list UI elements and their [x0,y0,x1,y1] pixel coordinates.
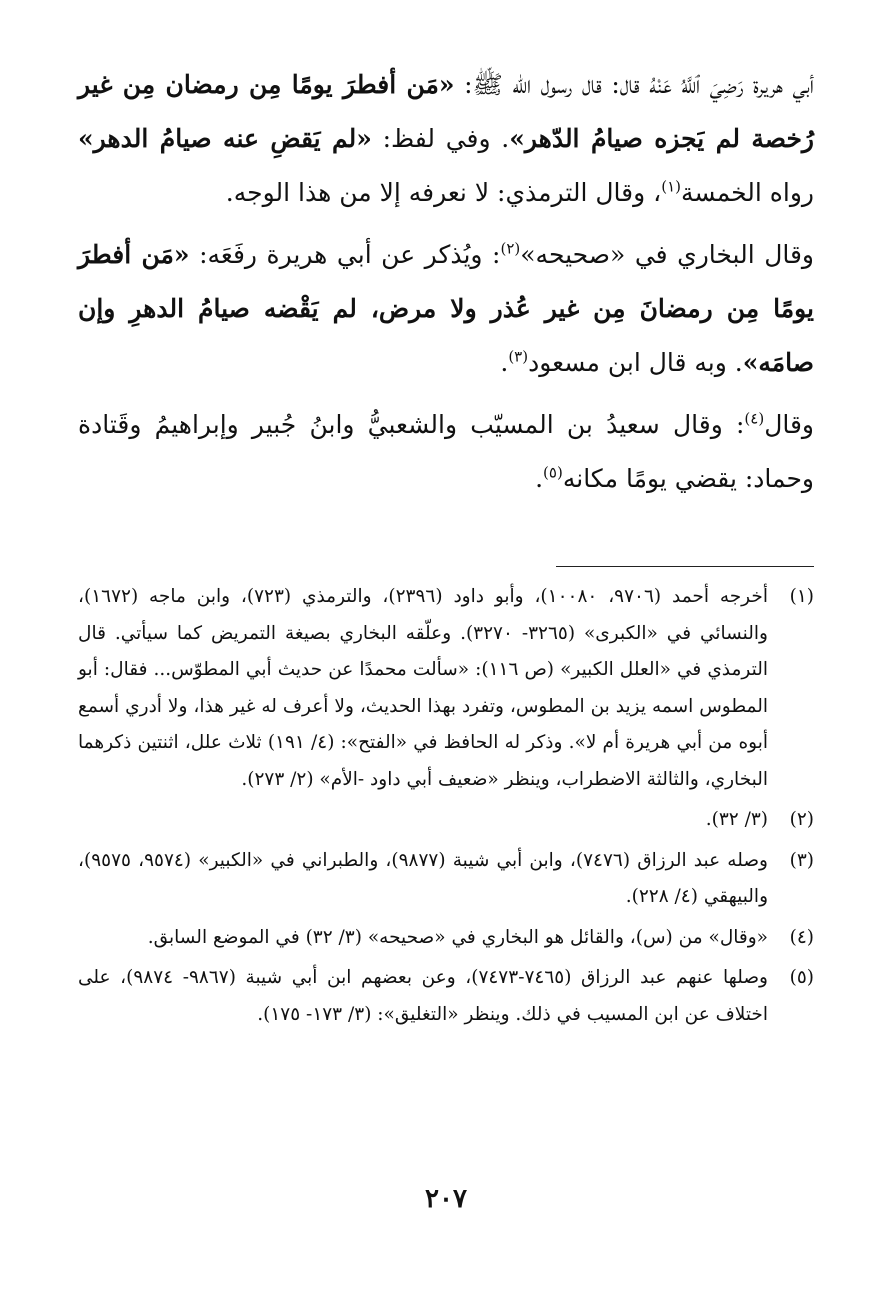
page-number: ٢٠٧ [425,1184,467,1214]
footnote-1 [78,579,814,798]
paragraph-2 [78,228,814,390]
hadith-quote: «مَن أفطرَ يومًا مِن رمضانَ مِن غير عُذر ولا مرض، لم يَقْضه صيامُ الدهرِ وإن صامَه» [78,240,814,377]
footnote-text: وصله عبد الرزاق (٧٤٧٦)، وابن أبي شيبة (٩٨٧٧)، والطبراني في «الكبير» (٩٥٧٤، ٩٥٧٥)، والبيهقي (٤/ ٢٢٨). [78,849,768,907]
hadith-quote: «لم يَقضِ عنه صيامُ الدهر» [78,124,372,153]
footnote-ref[interactable]: (٣) [508,347,529,366]
footnotes [78,579,814,1033]
footnote-text: (٣/ ٣٢). [705,809,768,830]
footnote-ref[interactable]: (٤) [744,409,765,428]
footnote-text: «وقال» من (س)، والقائل هو البخاري في «صحيحه» (٣/ ٣٢) في الموضع السابق. [147,926,768,948]
footnote-number: (١) [789,586,814,607]
paragraph-text: : ويُذكر عن أبي هريرة رفَعَه: [189,240,501,269]
footnote-ref[interactable]: (٢) [500,239,521,258]
footnote-text: أخرجه أحمد (٩٧٠٦، ١٠٠٨٠)، وأبو داود (٢٣٩٦)، والترمذي (٧٢٣)، وابن ماجه (١٦٧٢)، والنسائي في «الكبرى» (٣٢٦٥- ٣٢٧٠). وعلّقه البخاري بصيغة التمريض كما سيأتي. قال الترمذي في «العلل الكبير» (ص ١١٦): «سألت محمدًا عن حديث أبي المطوّس... فقال: أبو المطوس اسمه يزيد بن المطوس، وتفرد بهذا الحديث، ولا أعرف له غير هذا، ولا أدري أسمع أبوه من أبي هريرة أم لا». وذكر له الحافظ في «الفتح»: (٤/ ١٩١) ثلاث علل، اثنتين ذكرهما البخاري، والثالثة الاضطراب، وينظر «ضعيف أبي داود -الأم» (٢/ ٢٧٣). [78,586,768,790]
footnote-number: (٤) [789,926,814,948]
paragraph-text: وقال البخاري في «صحيحه» [520,240,814,269]
footnote-number: (٥) [789,967,814,988]
footnote-number: (٢) [789,809,814,830]
footnote-4 [78,920,814,957]
footnote-number: (٣) [789,849,814,871]
paragraph-text: . وبه قال ابن مسعود [528,348,743,377]
paragraph-text: رواه الخمسة [681,178,814,207]
paragraph-text: . [535,464,544,493]
paragraph-text: ، وقال الترمذي: لا نعرفه إلا من هذا الوجه. [225,178,662,207]
paragraph-text: وقال [764,410,814,439]
paragraph-text: أبي هريرة رَضِيَ ٱللَّهُ عَنْهُ قال: قال رسول الله ﷺ: [454,70,814,99]
footnote-ref[interactable]: (٥) [543,463,563,482]
footnote-3 [78,843,814,916]
paragraph-text: . [500,348,509,377]
paragraph-text: : وقال سعيدُ بن المسيّب والشعبيُّ وابنُ جُبير وإبراهيمُ وقَتادة وحماد: يقضي يومًا مكانه [78,410,814,493]
footnote-ref[interactable]: (١) [661,177,681,196]
footnote-5 [78,960,814,1033]
paragraph-text: . وفي لفظ: [371,124,510,153]
paragraph-3 [78,398,814,506]
footnote-separator [556,566,814,567]
paragraph-1 [78,58,814,220]
hadith-quote: «مَن أفطرَ يومًا مِن رمضان مِن غير رُخصة لم يَجزه صيامُ الدّهر» [78,70,815,153]
footnote-text: وصلها عنهم عبد الرزاق (٧٤٦٥-٧٤٧٣)، وعن بعضهم ابن أبي شيبة (٩٨٦٧- ٩٨٧٤)، على اختلاف عن ابن المسيب في ذلك. وينظر «التغليق»: (٣/ ١٧٣- ١٧٥). [78,967,768,1025]
footnote-2 [78,802,814,839]
